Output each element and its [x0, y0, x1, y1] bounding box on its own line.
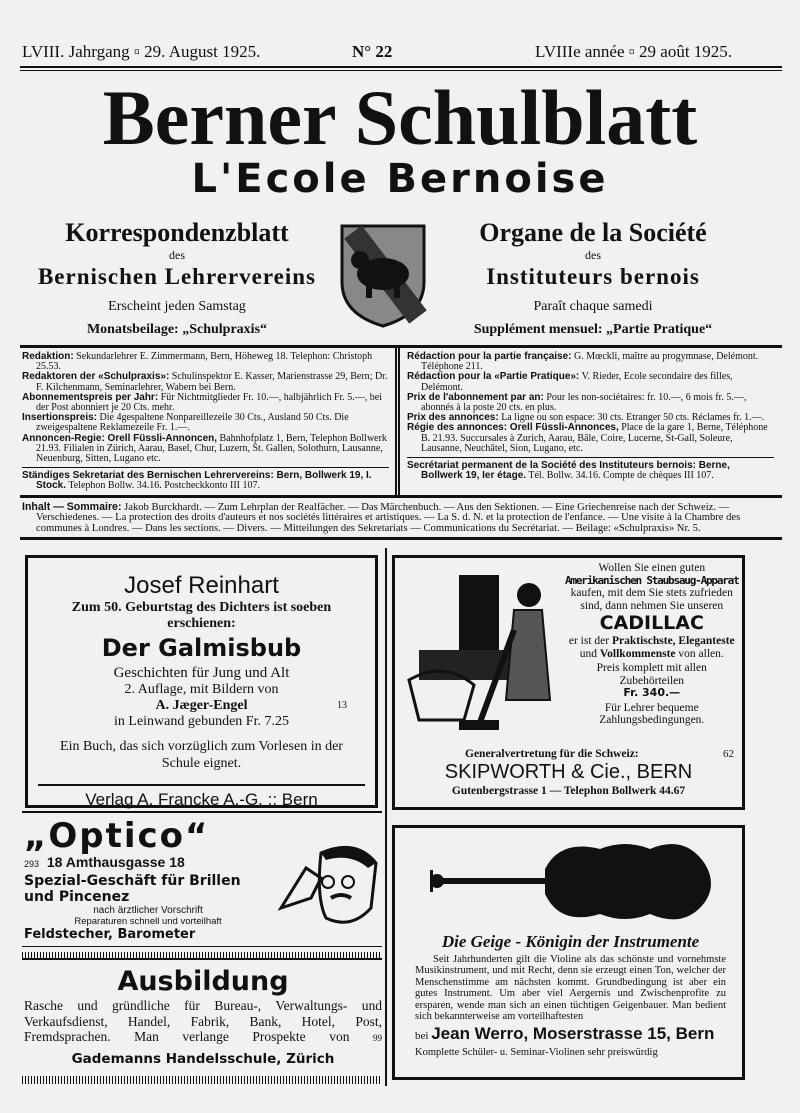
text: Bahnhofplatz 1, Bern, Telephon Bollwerk 21.93. Filialen in Zürich, Aarau, Basel, Chur, Luzern, St. Gallen, Solothurn, Lausanne, Neuenburg, Sitten, Lugano etc.: [36, 432, 387, 465]
text: Tél. Bollw. 34.16. Compte de chèques III 107.: [526, 470, 714, 482]
divider: [22, 946, 382, 947]
ad-cadillac: [392, 555, 745, 810]
imprint-entry: [407, 393, 774, 413]
imprint-section: [20, 348, 782, 540]
table-of-contents: [20, 498, 782, 541]
text: V. Rieder, Ecole secondaire des filles, Delémont.: [421, 371, 733, 393]
ad-violin: [392, 825, 745, 1080]
ad-optico: [24, 818, 272, 943]
label: Seit Jahrhunderten gilt die Violine als das schönste und vornehmste Musikinstrument, und mit Recht, denn sie erzeugt einen Ton, welcher der Menschenstimme am nächsten kommt. Grundbedingung ist aber ein gutes Instrument. Um aber viel Aergernis und Zwischenprofite zu ersparen, wende man sich an einen tüchtigen Geigenbauer. Man bedient sich bekannterweise am vorteilhaftesten: [415, 954, 726, 1023]
issue-info-fr: LVIIIe année ▫ 29 août 1925.: [535, 42, 733, 61]
label: Erscheint jeden Samstag: [108, 299, 246, 314]
text: La ligne ou son espace: 30 cts. Etranger 50 cts. Réclames fr. 1.—.: [498, 412, 765, 424]
price: in Leinwand gebunden Fr. 7.25: [114, 714, 289, 729]
ad-number: 13: [337, 700, 347, 711]
violin-illustration: [425, 834, 715, 929]
label: Abonnementspreis per Jahr:: [22, 391, 159, 403]
ornamental-rule: [22, 1076, 382, 1084]
imprint-entry: [22, 413, 389, 433]
imprint-de: [22, 352, 389, 464]
label: Organe de la Société: [479, 218, 707, 247]
imprint-entry: [407, 352, 774, 372]
ad-heading: „Optico“: [24, 816, 210, 856]
label: Paraît chaque samedi: [533, 299, 653, 314]
text: Jakob Burckhardt. — Zum Lehrplan der Realfächer. — Das Märchenbuch. — Aus den Sektionen. — Eine Griechenreise nach der Schweiz. — Verschiedenes. — La protection des droits d'auteurs et nos sociétés littéraires et artistiques. — La S. d. N. et la protection de l'enfance. — Une visite à la Chambre des communes à Londres. — Dans les sections. — Divers. — Mitteilungen des Sekretariats — Communications du Secrétariat. — Beilage: «Schulpraxis» Nr. 5.: [36, 501, 741, 534]
vacuum-cleaner-illustration: [403, 570, 565, 745]
issue-number: N° 22: [352, 42, 393, 61]
imprint-fr-column: [400, 348, 782, 495]
man-with-pince-nez-illustration: [276, 838, 381, 928]
label: Generalvertretung für die Schweiz:: [465, 748, 639, 760]
divider: [22, 958, 382, 960]
school-name: Gademanns Handelsschule, Zürich: [71, 1050, 335, 1067]
label: Korrespondenzblatt: [65, 218, 289, 247]
company: SKIPWORTH & Cie., BERN: [444, 761, 693, 783]
imprint-fr: [407, 352, 774, 454]
label: Für Lehrer bequeme Zahlungsbedingungen.: [599, 701, 705, 726]
label: 2. Auflage, mit Bildern von: [124, 682, 279, 697]
brand: CADILLAC: [599, 612, 704, 634]
price: Fr. 340.—: [623, 686, 681, 699]
ad-number: 99: [373, 1033, 383, 1043]
ad-heading: Ausbildung: [117, 966, 289, 997]
label: Redaktion:: [22, 351, 74, 362]
label: kaufen, mit dem Sie stets zufrieden sind, dann nehmen Sie unseren: [570, 587, 733, 612]
address: 18 Amthausgasse 18: [46, 854, 185, 870]
label: Feldstecher, Barometer: [24, 927, 196, 942]
label: Secrétariat permanent de la Société des Instituteurs bernois: Berne, Bollwerk 19, Ier étage.: [407, 460, 730, 482]
divider: [20, 70, 782, 71]
label: Komplette Schüler- u. Seminar-Violinen sehr preiswürdig: [415, 1047, 658, 1059]
address: Gutenbergstrasse 1 — Telephon Bollwerk 44.67: [451, 785, 686, 797]
label: Preis komplett mit allen Zubehörteilen: [596, 662, 707, 687]
illustrator: A. Jæger-Engel: [155, 698, 248, 713]
text: Für Nichtmitglieder Fr. 10.—, halbjährlich Fr. 5.—, bei der Post abonniert je 20 Cts. mehr.: [36, 391, 383, 414]
label: [38, 698, 365, 714]
label: Inhalt — Sommaire:: [22, 500, 122, 513]
label: Amerikanischen Staubsaug-Apparat: [565, 573, 739, 587]
label: Zum 50. Geburtstag des Dichters ist soeben erschienen:: [71, 600, 332, 631]
label: Bernischen Lehrervereins: [37, 264, 317, 289]
imprint-entry: [22, 352, 389, 372]
imprint-entry: [22, 434, 389, 465]
secretariat-de: [22, 467, 389, 491]
text: Die 4gespaltene Nonpareillezeile 30 Cts., Ausland 50 Cts. Die zweigespaltene Reklamezeile Fr. 1.—.: [36, 412, 349, 434]
ad-number: 62: [723, 748, 734, 760]
bern-bear-crest-icon: [338, 222, 428, 328]
ad-heading: Josef Reinhart: [124, 572, 279, 599]
label: Ein Buch, das sich vorzüglich zum Vorlesen in der Schule eignet.: [60, 739, 343, 771]
dealer: Jean Werro, Moserstrasse 15, Bern: [431, 1024, 715, 1044]
label: Reparaturen schnell und vorteilhaft: [74, 916, 222, 927]
imprint-de-column: [20, 348, 400, 495]
imprint-entry: [407, 372, 774, 392]
text: Place de la gare 1, Berne, Téléphone B. 21.93. Succursales à Zurich, Aarau, Bâle, Coire, Lucerne, St-Gall, Soleure, Lausanne, Neuchâtel, Sion, Lugano, etc.: [421, 422, 768, 454]
text: G. Mœckli, maître au progymnase, Delémont. Téléphone 211.: [421, 351, 759, 373]
label: des: [585, 248, 601, 262]
label: Supplément mensuel: „Partie Pratique“: [473, 322, 713, 337]
secretariat-fr: [407, 457, 774, 481]
label: bei: [415, 1030, 432, 1043]
issue-info-de: LVIII. Jahrgang ▫ 29. August 1925.: [22, 42, 261, 61]
text: Pour les non-sociétaires: fr. 10.—, 6 mois fr. 5.—, abonnés à la poste 20 cts. en plus.: [421, 391, 747, 414]
masthead-subtitle: L'Ecole Bernoise: [191, 156, 609, 202]
label: Instituteurs bernois: [486, 264, 700, 289]
text: Sekundarlehrer E. Zimmermann, Bern, Höheweg 18. Telephon: Christoph 25.53.: [36, 351, 373, 373]
label: Rédaction pour la «Partie Pratique»:: [407, 371, 580, 383]
label: Prix des annonces:: [407, 412, 499, 424]
divider: [20, 66, 782, 68]
masthead-right: [438, 218, 748, 338]
masthead-left: [22, 218, 332, 338]
divider: [22, 811, 382, 813]
imprint-entry: [22, 372, 389, 392]
ad-reinhart: [25, 555, 378, 808]
label: Rasche und gründliche für Bureau-, Verwaltungs- und Verkaufsdienst, Handel, Fabrik, Bank, Hotel, Post, Fremdsprachen. Man verlange Prospekte von 99: [24, 998, 383, 1044]
ad-number: 293: [24, 859, 40, 869]
label: Spezial-Geschäft für Brillen und Pincenez: [24, 873, 241, 905]
label: Rédaction pour la partie française:: [407, 351, 572, 362]
label: Ständiges Sekretariat des Bernischen Lehrervereins: Bern, Bollwerk 19, I. Stock.: [22, 470, 372, 492]
label: Annoncen-Regie: Orell Füssli-Annoncen,: [22, 432, 218, 444]
label: des: [169, 248, 185, 262]
imprint-entry: [407, 423, 774, 454]
imprint-entry: [22, 393, 389, 413]
text: Telephon Bollw. 34.16. Postcheckkonto III 107.: [66, 480, 261, 492]
publisher: Verlag A. Francke A.-G. :: Bern: [38, 784, 365, 808]
label: Redaktoren der «Schulpraxis»:: [22, 371, 170, 383]
column-divider: [385, 548, 387, 1086]
ad-heading: Die Geige - Königin der Instrumente: [441, 932, 700, 951]
book-title: Der Galmisbub: [101, 634, 302, 662]
text: Schulinspektor E. Kasser, Marienstrasse 29, Bern; Dr. F. Kilchenmann, Seminarlehrer, Wabern bei Bern.: [36, 371, 388, 393]
label: Insertionspreis:: [22, 412, 98, 424]
label: Régie des annonces: Orell Füssli-Annonces,: [407, 422, 619, 434]
label: nach ärztlicher Vorschrift: [93, 905, 203, 916]
label: Prix de l'abonnement par an:: [407, 391, 544, 403]
ad-ausbildung: [24, 966, 382, 1067]
label: er ist der Praktischste, Eleganteste und Vollkommenste von allen.: [568, 635, 735, 660]
masthead-title: Berner Schulblatt: [102, 74, 698, 161]
label: Wollen Sie einen guten: [598, 562, 706, 574]
label: Geschichten für Jung und Alt: [113, 665, 290, 681]
label: Monatsbeilage: „Schulpraxis“: [86, 322, 268, 337]
